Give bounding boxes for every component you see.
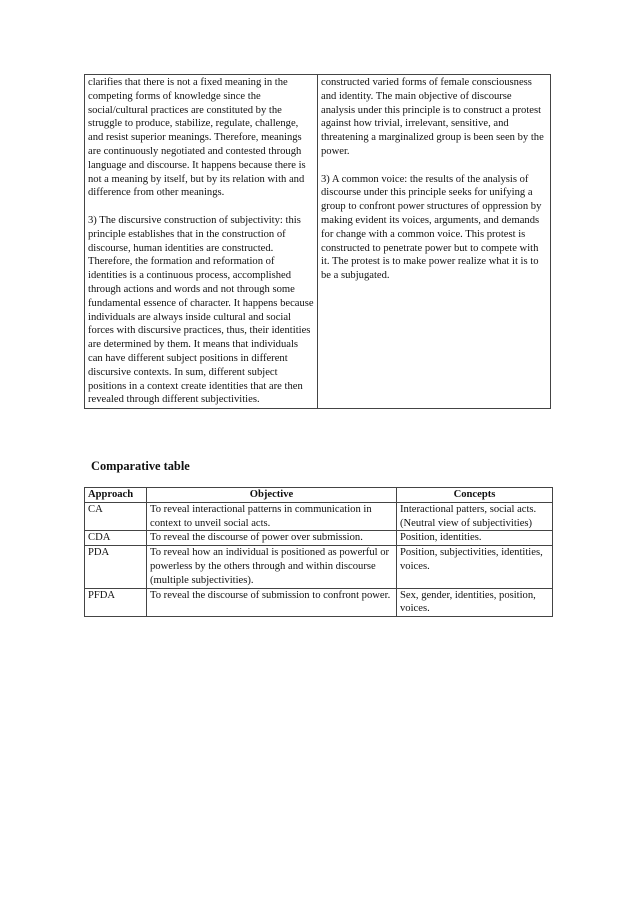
approach-cell: CDA — [85, 531, 147, 546]
left-paragraph-1: clarifies that there is not a fixed meaning in the competing forms of knowledge since the social/cultural practices are constituted by the struggle to produce, stabilize, regulate, challenge, and resist superior meanings. Therefore, meanings are continuously negotiated and contested through language and discourse. It happens because there is not a meaning by itself, but by its relation with and difference from other meanings. — [88, 77, 306, 199]
comparative-table-heading: Comparative table — [91, 459, 190, 473]
left-paragraph-2: 3) The discursive construction of subjectivity: this principle establishes that in the construction of discourse, human identities are constructed. Therefore, the formation and reformation of identities is a continuous process, accomplished through actions and words and not through some fundamental essence of character. It happens because individuals are always inside cultural and social forces with discursive practices, thus, their identities are determined by them. It means that individuals can have different subject positions in different discursive contexts. In sum, different subject positions in a context create identities that are then revealed through different subjectivities. — [88, 214, 314, 406]
concepts-cell: Sex, gender, identities, position, voices. — [397, 588, 553, 617]
header-approach: Approach — [85, 488, 147, 503]
approach-cell: PDA — [85, 546, 147, 588]
right-paragraph-1: constructed varied forms of female consciousness and identity. The main objective of discourse analysis under this principle is to construct a protest against how trivial, irrelevant, sensitive, and threatening a marginalized group is been seen by the power. — [321, 77, 544, 157]
table-row — [85, 546, 553, 588]
objective-cell: To reveal how an individual is positioned as powerful or powerless by the others through and within discourse (multiple subjectivities). — [147, 546, 397, 588]
comparative-header-row — [85, 488, 553, 503]
continuation-row — [85, 75, 551, 409]
approach-cell: PFDA — [85, 588, 147, 617]
table-row — [85, 502, 553, 531]
table-row — [85, 588, 553, 617]
approach-cell: CA — [85, 502, 147, 531]
continuation-left-cell — [85, 75, 318, 409]
header-objective: Objective — [147, 488, 397, 503]
continuation-table — [84, 74, 551, 409]
objective-cell: To reveal interactional patterns in communication in context to unveil social acts. — [147, 502, 397, 531]
header-concepts: Concepts — [397, 488, 553, 503]
objective-cell: To reveal the discourse of submission to confront power. — [147, 588, 397, 617]
objective-cell: To reveal the discourse of power over submission. — [147, 531, 397, 546]
table-row — [85, 531, 553, 546]
concepts-cell: Position, identities. — [397, 531, 553, 546]
concepts-cell: Position, subjectivities, identities, voices. — [397, 546, 553, 588]
concepts-cell: Interactional patters, social acts. (Neutral view of subjectivities) — [397, 502, 553, 531]
continuation-right-cell — [318, 75, 551, 409]
comparative-table — [84, 487, 553, 617]
right-paragraph-2: 3) A common voice: the results of the analysis of discourse under this principle seeks for unifying a group to confront power structures of oppression by making evident its voices, arguments, and demands for change with a common voice. This protest is constructed to penetrate power but to compete with it. The protest is to make power realize what it is to be a subjugated. — [321, 173, 542, 282]
